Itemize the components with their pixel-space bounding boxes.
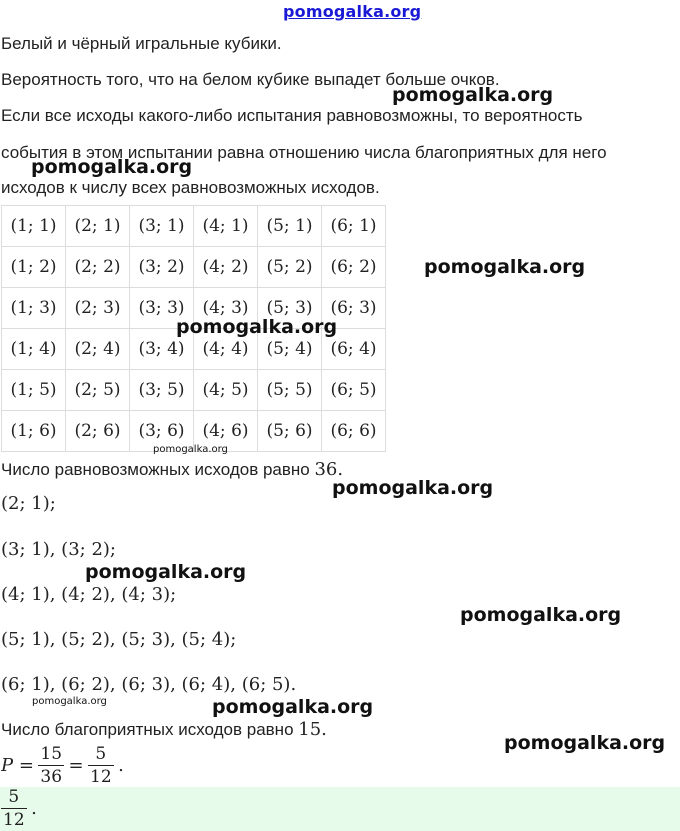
watermark: pomogalka.org — [504, 732, 666, 754]
fraction-numerator: 5 — [95, 744, 107, 764]
answer-value — [1, 787, 37, 831]
outcome-cell: (3; 1) — [130, 206, 194, 247]
outcome-cell: (2; 4) — [66, 329, 130, 370]
answer-period: . — [31, 798, 37, 819]
rule-line-2: события в этом испытании равна отношению числа благоприятных для него — [1, 143, 607, 162]
watermark: pomogalka.org — [176, 316, 338, 338]
watermark-small: pomogalka.org — [153, 444, 228, 455]
total-outcomes-value: 36. — [314, 459, 344, 480]
formula-lhs: P = — [1, 755, 34, 776]
favorable-line-3: (4; 1), (4; 2), (4; 3); — [1, 584, 177, 605]
fraction-denominator: 12 — [90, 767, 112, 787]
outcome-cell: (3; 6) — [130, 411, 194, 452]
outcome-cell: (4; 5) — [194, 370, 258, 411]
answer-box — [0, 787, 680, 831]
outcome-cell: (2; 3) — [66, 288, 130, 329]
favorable-count-value: 15. — [298, 719, 327, 740]
problem-title: Белый и чёрный игральные кубики. — [1, 34, 282, 53]
outcome-cell: (4; 3) — [194, 288, 258, 329]
outcome-cell: (1; 4) — [2, 329, 66, 370]
outcome-cell: (4; 4) — [194, 329, 258, 370]
outcomes-row — [2, 206, 386, 247]
problem-question: Вероятность того, что на белом кубике выпадет больше очков. — [1, 70, 500, 89]
outcome-cell: (5; 4) — [258, 329, 322, 370]
watermark: pomogalka.org — [424, 256, 586, 278]
rule-line-3: исходов к числу всех равновозможных исходов. — [1, 178, 380, 197]
total-outcomes-text: Число равновозможных исходов равно — [1, 460, 310, 479]
fraction-15-36 — [38, 744, 64, 787]
site-link[interactable]: pomogalka.org — [283, 2, 422, 21]
formula-equals: = — [68, 755, 84, 776]
favorable-count-text: Число благоприятных исходов равно — [1, 720, 294, 739]
answer-fraction — [1, 787, 27, 830]
outcome-cell: (5; 5) — [258, 370, 322, 411]
formula-period: . — [118, 755, 124, 776]
outcome-cell: (5; 1) — [258, 206, 322, 247]
fraction-bar — [1, 808, 27, 809]
outcome-cell: (4; 1) — [194, 206, 258, 247]
watermark: pomogalka.org — [392, 84, 554, 106]
outcome-cell: (2; 2) — [66, 247, 130, 288]
watermark-small: pomogalka.org — [32, 696, 107, 707]
answer-numerator: 5 — [8, 787, 20, 807]
watermark: pomogalka.org — [85, 561, 247, 583]
probability-formula — [1, 744, 124, 788]
outcomes-row — [2, 247, 386, 288]
outcomes-row — [2, 370, 386, 411]
outcome-cell: (6; 4) — [322, 329, 386, 370]
outcome-cell: (3; 3) — [130, 288, 194, 329]
outcome-cell: (3; 5) — [130, 370, 194, 411]
watermark: pomogalka.org — [212, 696, 374, 718]
outcome-cell: (6; 3) — [322, 288, 386, 329]
outcome-cell: (4; 6) — [194, 411, 258, 452]
favorable-line-2: (3; 1), (3; 2); — [1, 539, 116, 560]
favorable-line-4: (5; 1), (5; 2), (5; 3), (5; 4); — [1, 629, 237, 650]
fraction-bar — [88, 765, 114, 766]
outcome-cell: (5; 2) — [258, 247, 322, 288]
watermark: pomogalka.org — [332, 477, 494, 499]
outcome-cell: (5; 6) — [258, 411, 322, 452]
watermark: pomogalka.org — [31, 156, 193, 178]
outcome-cell: (3; 4) — [130, 329, 194, 370]
outcome-cell: (1; 2) — [2, 247, 66, 288]
favorable-line-5: (6; 1), (6; 2), (6; 3), (6; 4), (6; 5). — [1, 674, 297, 695]
fraction-numerator: 15 — [40, 744, 63, 764]
outcome-cell: (3; 2) — [130, 247, 194, 288]
outcome-cell: (5; 3) — [258, 288, 322, 329]
outcome-cell: (1; 6) — [2, 411, 66, 452]
outcome-cell: (4; 2) — [194, 247, 258, 288]
favorable-line-1: (2; 1); — [1, 493, 56, 514]
outcome-cell: (6; 6) — [322, 411, 386, 452]
outcome-cell: (1; 5) — [2, 370, 66, 411]
outcome-cell: (6; 2) — [322, 247, 386, 288]
outcome-cell: (2; 6) — [66, 411, 130, 452]
fraction-bar — [38, 765, 64, 766]
outcome-cell: (2; 1) — [66, 206, 130, 247]
outcome-cell: (6; 1) — [322, 206, 386, 247]
outcome-cell: (1; 3) — [2, 288, 66, 329]
outcome-cell: (6; 5) — [322, 370, 386, 411]
outcome-cell: (1; 1) — [2, 206, 66, 247]
answer-denominator: 12 — [3, 810, 25, 830]
fraction-denominator: 36 — [40, 767, 63, 787]
rule-line-1: Если все исходы какого-либо испытания равновозможны, то вероятность — [1, 106, 583, 125]
outcome-cell: (2; 5) — [66, 370, 130, 411]
fraction-5-12 — [88, 744, 114, 787]
total-outcomes-line — [1, 459, 343, 480]
favorable-count-line — [1, 719, 327, 740]
watermark: pomogalka.org — [460, 604, 622, 626]
